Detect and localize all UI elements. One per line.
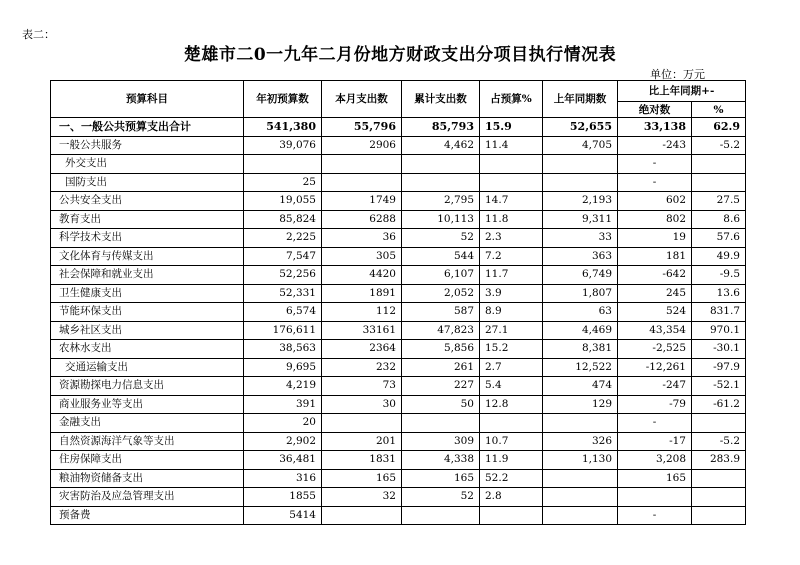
table-row xyxy=(51,118,746,137)
cell-month xyxy=(322,506,402,525)
cell-name: 文化体育与传媒支出 xyxy=(51,247,244,266)
cell-ratio xyxy=(480,414,543,433)
cell-percent: 970.1 xyxy=(692,321,746,340)
header-absolute: 绝对数 xyxy=(618,102,692,118)
cell-cumulative: 2,795 xyxy=(402,192,480,211)
cell-lastyear: 8,381 xyxy=(543,340,618,359)
cell-initial: 52,256 xyxy=(244,266,322,285)
cell-absolute: 802 xyxy=(618,210,692,229)
cell-name: 节能环保支出 xyxy=(51,303,244,322)
cell-month xyxy=(322,173,402,192)
cell-ratio: 12.8 xyxy=(480,395,543,414)
cell-month: 32 xyxy=(322,488,402,507)
cell-ratio: 11.7 xyxy=(480,266,543,285)
cell-percent: 831.7 xyxy=(692,303,746,322)
page-title: 楚雄市二0一九年二月份地方财政支出分项目执行情况表 xyxy=(183,45,617,65)
header-lastyear: 上年同期数 xyxy=(543,81,618,118)
cell-absolute: -79 xyxy=(618,395,692,414)
cell-name: 一般公共服务 xyxy=(51,136,244,155)
cell-absolute: -12,261 xyxy=(618,358,692,377)
table-row xyxy=(51,506,746,525)
table-row xyxy=(51,247,746,266)
cell-initial: 541,380 xyxy=(244,118,322,137)
cell-month: 30 xyxy=(322,395,402,414)
cell-cumulative xyxy=(402,173,480,192)
cell-initial: 2,225 xyxy=(244,229,322,248)
header-subject: 预算科目 xyxy=(51,81,244,118)
cell-initial: 20 xyxy=(244,414,322,433)
cell-name: 一、一般公共预算支出合计 xyxy=(51,118,244,137)
cell-initial: 38,563 xyxy=(244,340,322,359)
cell-percent: 62.9 xyxy=(692,118,746,137)
cell-ratio: 2.7 xyxy=(480,358,543,377)
header-initial: 年初预算数 xyxy=(244,81,322,118)
cell-percent xyxy=(692,488,746,507)
cell-ratio: 15.2 xyxy=(480,340,543,359)
cell-month: 4420 xyxy=(322,266,402,285)
cell-cumulative: 165 xyxy=(402,469,480,488)
cell-cumulative: 10,113 xyxy=(402,210,480,229)
cell-initial: 1855 xyxy=(244,488,322,507)
cell-percent: 27.5 xyxy=(692,192,746,211)
cell-cumulative: 6,107 xyxy=(402,266,480,285)
cell-name: 教育支出 xyxy=(51,210,244,229)
cell-month: 1749 xyxy=(322,192,402,211)
cell-ratio xyxy=(480,506,543,525)
cell-name: 预备费 xyxy=(51,506,244,525)
cell-name: 科学技术支出 xyxy=(51,229,244,248)
cell-initial: 4,219 xyxy=(244,377,322,396)
cell-lastyear: 4,705 xyxy=(543,136,618,155)
cell-initial: 6,574 xyxy=(244,303,322,322)
cell-cumulative: 50 xyxy=(402,395,480,414)
cell-initial: 316 xyxy=(244,469,322,488)
cell-lastyear xyxy=(543,414,618,433)
cell-cumulative: 5,856 xyxy=(402,340,480,359)
cell-month: 36 xyxy=(322,229,402,248)
cell-absolute: 3,208 xyxy=(618,451,692,470)
cell-name: 灾害防治及应急管理支出 xyxy=(51,488,244,507)
cell-initial: 39,076 xyxy=(244,136,322,155)
cell-absolute: -642 xyxy=(618,266,692,285)
cell-cumulative: 261 xyxy=(402,358,480,377)
cell-name: 交通运输支出 xyxy=(51,358,244,377)
cell-initial: 7,547 xyxy=(244,247,322,266)
cell-name: 卫生健康支出 xyxy=(51,284,244,303)
cell-lastyear: 4,469 xyxy=(543,321,618,340)
cell-name: 公共安全支出 xyxy=(51,192,244,211)
cell-ratio: 7.2 xyxy=(480,247,543,266)
cell-ratio xyxy=(480,155,543,174)
table-row xyxy=(51,488,746,507)
cell-cumulative: 544 xyxy=(402,247,480,266)
cell-lastyear xyxy=(543,155,618,174)
cell-month: 1891 xyxy=(322,284,402,303)
cell-ratio: 52.2 xyxy=(480,469,543,488)
cell-ratio: 2.8 xyxy=(480,488,543,507)
cell-initial: 9,695 xyxy=(244,358,322,377)
expenditure-table xyxy=(50,80,746,525)
cell-percent: 49.9 xyxy=(692,247,746,266)
table-row xyxy=(51,469,746,488)
cell-name: 外交支出 xyxy=(51,155,244,174)
cell-cumulative: 587 xyxy=(402,303,480,322)
cell-absolute: 602 xyxy=(618,192,692,211)
cell-lastyear: 1,130 xyxy=(543,451,618,470)
cell-absolute: 19 xyxy=(618,229,692,248)
cell-absolute: 33,138 xyxy=(618,118,692,137)
cell-absolute: - xyxy=(618,414,692,433)
cell-lastyear xyxy=(543,506,618,525)
cell-absolute: 165 xyxy=(618,469,692,488)
cell-absolute: -243 xyxy=(618,136,692,155)
cell-lastyear: 52,655 xyxy=(543,118,618,137)
cell-initial: 25 xyxy=(244,173,322,192)
cell-absolute: 524 xyxy=(618,303,692,322)
cell-month: 55,796 xyxy=(322,118,402,137)
cell-lastyear xyxy=(543,488,618,507)
cell-initial: 176,611 xyxy=(244,321,322,340)
header-percent: % xyxy=(692,102,746,118)
unit-label: 单位：万元 xyxy=(650,68,705,81)
cell-month xyxy=(322,155,402,174)
cell-ratio xyxy=(480,173,543,192)
table-row xyxy=(51,155,746,174)
cell-lastyear: 6,749 xyxy=(543,266,618,285)
cell-lastyear: 2,193 xyxy=(543,192,618,211)
cell-name: 农林水支出 xyxy=(51,340,244,359)
table-row xyxy=(51,284,746,303)
cell-cumulative: 47,823 xyxy=(402,321,480,340)
cell-lastyear: 33 xyxy=(543,229,618,248)
table-row xyxy=(51,321,746,340)
cell-ratio: 2.3 xyxy=(480,229,543,248)
cell-lastyear: 12,522 xyxy=(543,358,618,377)
cell-name: 社会保障和就业支出 xyxy=(51,266,244,285)
cell-ratio: 15.9 xyxy=(480,118,543,137)
cell-month: 2906 xyxy=(322,136,402,155)
table-row xyxy=(51,432,746,451)
table-row xyxy=(51,414,746,433)
cell-month: 1831 xyxy=(322,451,402,470)
cell-initial: 52,331 xyxy=(244,284,322,303)
cell-name: 金融支出 xyxy=(51,414,244,433)
cell-cumulative xyxy=(402,414,480,433)
cell-ratio: 5.4 xyxy=(480,377,543,396)
cell-initial: 5414 xyxy=(244,506,322,525)
cell-month xyxy=(322,414,402,433)
cell-ratio: 10.7 xyxy=(480,432,543,451)
cell-name: 粮油物资储备支出 xyxy=(51,469,244,488)
cell-initial: 36,481 xyxy=(244,451,322,470)
cell-percent xyxy=(692,414,746,433)
cell-cumulative: 2,052 xyxy=(402,284,480,303)
cell-initial xyxy=(244,155,322,174)
cell-name: 自然资源海洋气象等支出 xyxy=(51,432,244,451)
cell-ratio: 11.8 xyxy=(480,210,543,229)
header-month: 本月支出数 xyxy=(322,81,402,118)
header-cumulative: 累计支出数 xyxy=(402,81,480,118)
cell-lastyear: 9,311 xyxy=(543,210,618,229)
cell-percent: 57.6 xyxy=(692,229,746,248)
table-note: 表二： xyxy=(22,28,55,41)
cell-ratio: 27.1 xyxy=(480,321,543,340)
cell-percent xyxy=(692,155,746,174)
cell-cumulative: 4,338 xyxy=(402,451,480,470)
table-row xyxy=(51,303,746,322)
table-row xyxy=(51,266,746,285)
cell-absolute xyxy=(618,488,692,507)
cell-cumulative xyxy=(402,155,480,174)
header-ratio: 占预算% xyxy=(480,81,543,118)
table-row xyxy=(51,358,746,377)
cell-lastyear: 63 xyxy=(543,303,618,322)
cell-absolute: - xyxy=(618,506,692,525)
cell-initial: 391 xyxy=(244,395,322,414)
cell-cumulative: 85,793 xyxy=(402,118,480,137)
cell-initial: 19,055 xyxy=(244,192,322,211)
cell-lastyear xyxy=(543,469,618,488)
cell-percent: -30.1 xyxy=(692,340,746,359)
table-row xyxy=(51,451,746,470)
cell-initial: 2,902 xyxy=(244,432,322,451)
table-row xyxy=(51,229,746,248)
cell-name: 住房保障支出 xyxy=(51,451,244,470)
table-row xyxy=(51,340,746,359)
cell-month: 33161 xyxy=(322,321,402,340)
cell-month: 73 xyxy=(322,377,402,396)
cell-absolute: -247 xyxy=(618,377,692,396)
table-row xyxy=(51,395,746,414)
table-row xyxy=(51,377,746,396)
cell-month: 201 xyxy=(322,432,402,451)
cell-name: 城乡社区支出 xyxy=(51,321,244,340)
cell-percent: 283.9 xyxy=(692,451,746,470)
cell-lastyear: 326 xyxy=(543,432,618,451)
cell-absolute: 43,354 xyxy=(618,321,692,340)
cell-cumulative: 52 xyxy=(402,229,480,248)
cell-percent: 13.6 xyxy=(692,284,746,303)
cell-absolute: -2,525 xyxy=(618,340,692,359)
cell-month: 305 xyxy=(322,247,402,266)
cell-month: 112 xyxy=(322,303,402,322)
cell-ratio: 3.9 xyxy=(480,284,543,303)
cell-lastyear xyxy=(543,173,618,192)
cell-absolute: - xyxy=(618,155,692,174)
cell-cumulative: 4,462 xyxy=(402,136,480,155)
cell-cumulative: 227 xyxy=(402,377,480,396)
cell-absolute: 181 xyxy=(618,247,692,266)
cell-month: 232 xyxy=(322,358,402,377)
cell-absolute: -17 xyxy=(618,432,692,451)
cell-percent xyxy=(692,469,746,488)
table-row xyxy=(51,136,746,155)
cell-lastyear: 1,807 xyxy=(543,284,618,303)
cell-month: 165 xyxy=(322,469,402,488)
cell-percent: -5.2 xyxy=(692,136,746,155)
cell-absolute: - xyxy=(618,173,692,192)
cell-ratio: 11.4 xyxy=(480,136,543,155)
cell-percent: -97.9 xyxy=(692,358,746,377)
cell-lastyear: 129 xyxy=(543,395,618,414)
cell-cumulative xyxy=(402,506,480,525)
cell-ratio: 8.9 xyxy=(480,303,543,322)
table-row xyxy=(51,192,746,211)
table-row xyxy=(51,210,746,229)
cell-name: 国防支出 xyxy=(51,173,244,192)
cell-percent: -52.1 xyxy=(692,377,746,396)
cell-lastyear: 363 xyxy=(543,247,618,266)
cell-percent: -9.5 xyxy=(692,266,746,285)
cell-initial: 85,824 xyxy=(244,210,322,229)
cell-percent: -61.2 xyxy=(692,395,746,414)
cell-month: 6288 xyxy=(322,210,402,229)
header-compare: 比上年同期+- xyxy=(618,81,746,102)
cell-ratio: 11.9 xyxy=(480,451,543,470)
table-body xyxy=(51,118,746,525)
cell-absolute: 245 xyxy=(618,284,692,303)
cell-cumulative: 52 xyxy=(402,488,480,507)
cell-lastyear: 474 xyxy=(543,377,618,396)
cell-percent: 8.6 xyxy=(692,210,746,229)
cell-percent: -5.2 xyxy=(692,432,746,451)
cell-month: 2364 xyxy=(322,340,402,359)
cell-cumulative: 309 xyxy=(402,432,480,451)
cell-name: 商业服务业等支出 xyxy=(51,395,244,414)
cell-percent xyxy=(692,506,746,525)
cell-ratio: 14.7 xyxy=(480,192,543,211)
cell-percent xyxy=(692,173,746,192)
table-row xyxy=(51,173,746,192)
cell-name: 资源勘探电力信息支出 xyxy=(51,377,244,396)
